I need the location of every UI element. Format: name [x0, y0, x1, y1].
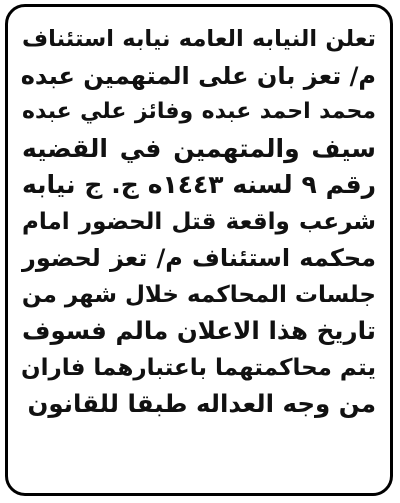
notice-line-3: محمد احمد عبده وفائز علي عبده: [22, 99, 376, 124]
notice-frame: [5, 4, 393, 496]
notice-line-9: تاريخ هذا الاعلان مالم فسوف: [22, 316, 376, 345]
notice-line-8: جلسات المحاكمه خلال شهر من: [21, 281, 376, 308]
notice-line-4: سيف والمتهمين في القضيه: [22, 133, 376, 163]
notice-line-10: يتم محاكمتهما باعتبارهما فاران: [20, 354, 376, 381]
notice-body: [22, 21, 376, 423]
notice-line-6: شرعب واقعة قتل الحضور امام: [22, 208, 376, 235]
notice-line-2: م/ تعز بان على المتهمين عبده: [20, 61, 376, 90]
notice-line-5: رقم ٩ لسنه ١٤٤٣ه ج. ج نيابه: [22, 170, 376, 199]
notice-line-1: تعلن النيابه العامه نيابه استئناف: [22, 26, 376, 52]
notice-line-11: من وجه العداله طبقا للقانون: [27, 389, 376, 418]
notice-line-7: محكمه استئناف م/ تعز لحضور: [22, 244, 376, 272]
